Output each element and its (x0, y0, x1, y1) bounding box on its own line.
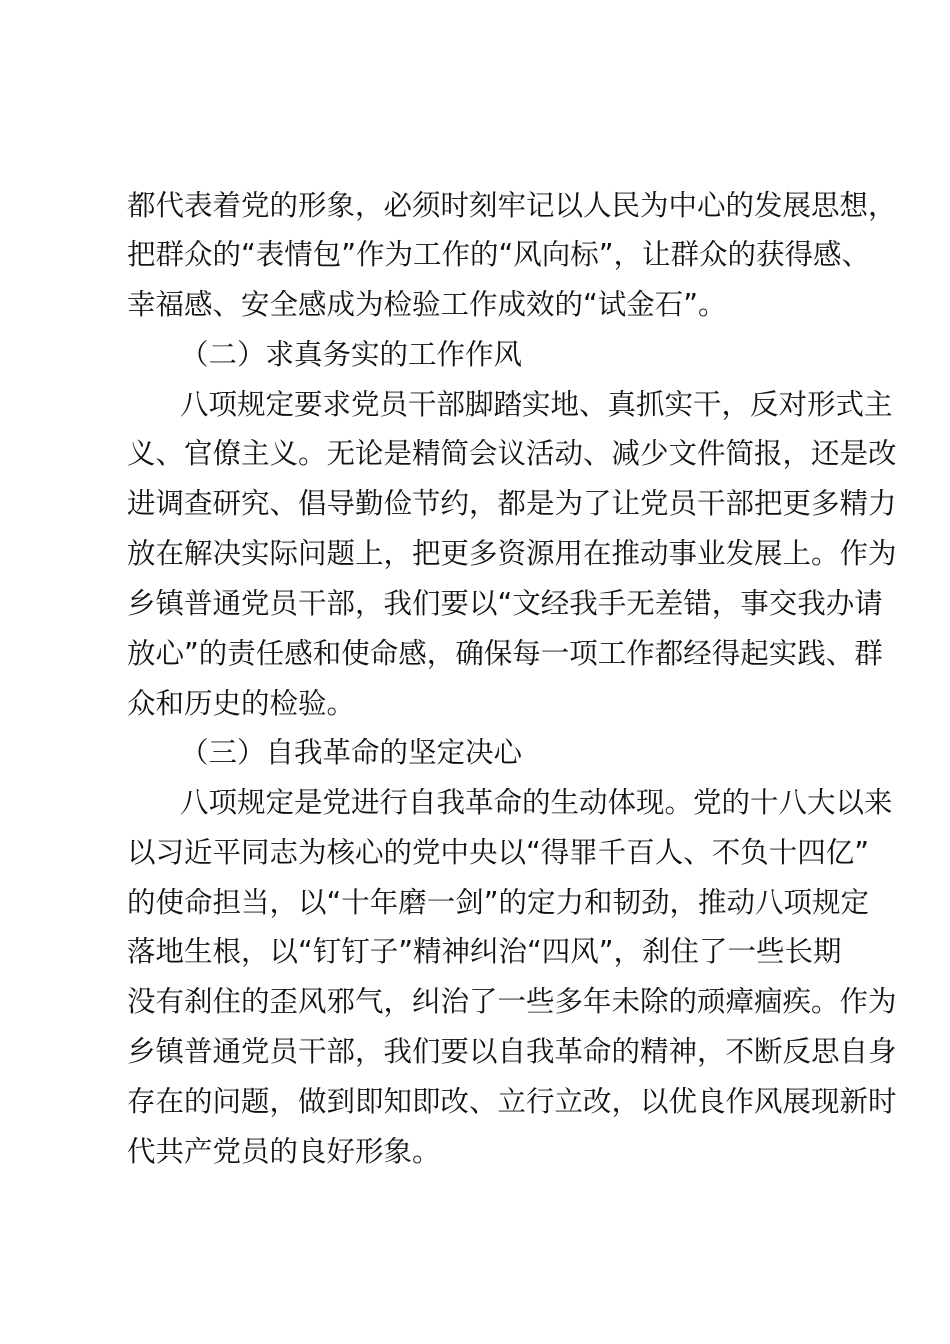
paragraph-3-line-7: 存在的问题，做到即知即改、立行立改，以优良作风展现新时 (127, 1085, 897, 1118)
paragraph-2-line-4: 放在解决实际问题上，把更多资源用在推动事业发展上。作为 (127, 537, 897, 570)
paragraph-3-line-1: 八项规定是党进行自我革命的生动体现。党的十八大以来 (180, 786, 893, 819)
paragraph-2-line-7: 众和历史的检验。 (127, 687, 356, 720)
section-heading-2: （二）求真务实的工作作风 (180, 338, 523, 371)
paragraph-3-line-8: 代共产党员的良好形象。 (127, 1135, 441, 1168)
paragraph-1-line-3: 幸福感、安全感成为检验工作成效的“试金石”。 (127, 288, 727, 321)
paragraph-1-line-1: 都代表着党的形象，必须时刻牢记以人民为中心的发展思想， (127, 189, 897, 222)
paragraph-1-line-2: 把群众的“表情包”作为工作的“风向标”，让群众的获得感、 (127, 238, 871, 271)
paragraph-2-line-2: 义、官僚主义。无论是精简会议活动、减少文件简报，还是改 (127, 437, 897, 470)
paragraph-3-line-4: 落地生根，以“钉钉子”精神纠治“四风”，刹住了一些长期 (127, 935, 842, 968)
paragraph-3-line-2: 以习近平同志为核心的党中央以“得罪千百人、不负十四亿” (127, 836, 870, 869)
paragraph-3-line-5: 没有刹住的歪风邪气，纠治了一些多年未除的顽瘴痼疾。作为 (127, 985, 897, 1018)
paragraph-3-line-3: 的使命担当，以“十年磨一剑”的定力和韧劲，推动八项规定 (127, 886, 870, 919)
paragraph-2-line-5: 乡镇普通党员干部，我们要以“文经我手无差错，事交我办请 (127, 587, 883, 620)
paragraph-3-line-6: 乡镇普通党员干部，我们要以自我革命的精神，不断反思自身 (127, 1035, 897, 1068)
section-heading-3: （三）自我革命的坚定决心 (180, 736, 523, 769)
paragraph-2-line-3: 进调查研究、倡导勤俭节约，都是为了让党员干部把更多精力 (127, 487, 897, 520)
paragraph-2-line-6: 放心”的责任感和使命感，确保每一项工作都经得起实践、群 (127, 637, 883, 670)
paragraph-2-line-1: 八项规定要求党员干部脚踏实地、真抓实干，反对形式主 (180, 388, 893, 421)
